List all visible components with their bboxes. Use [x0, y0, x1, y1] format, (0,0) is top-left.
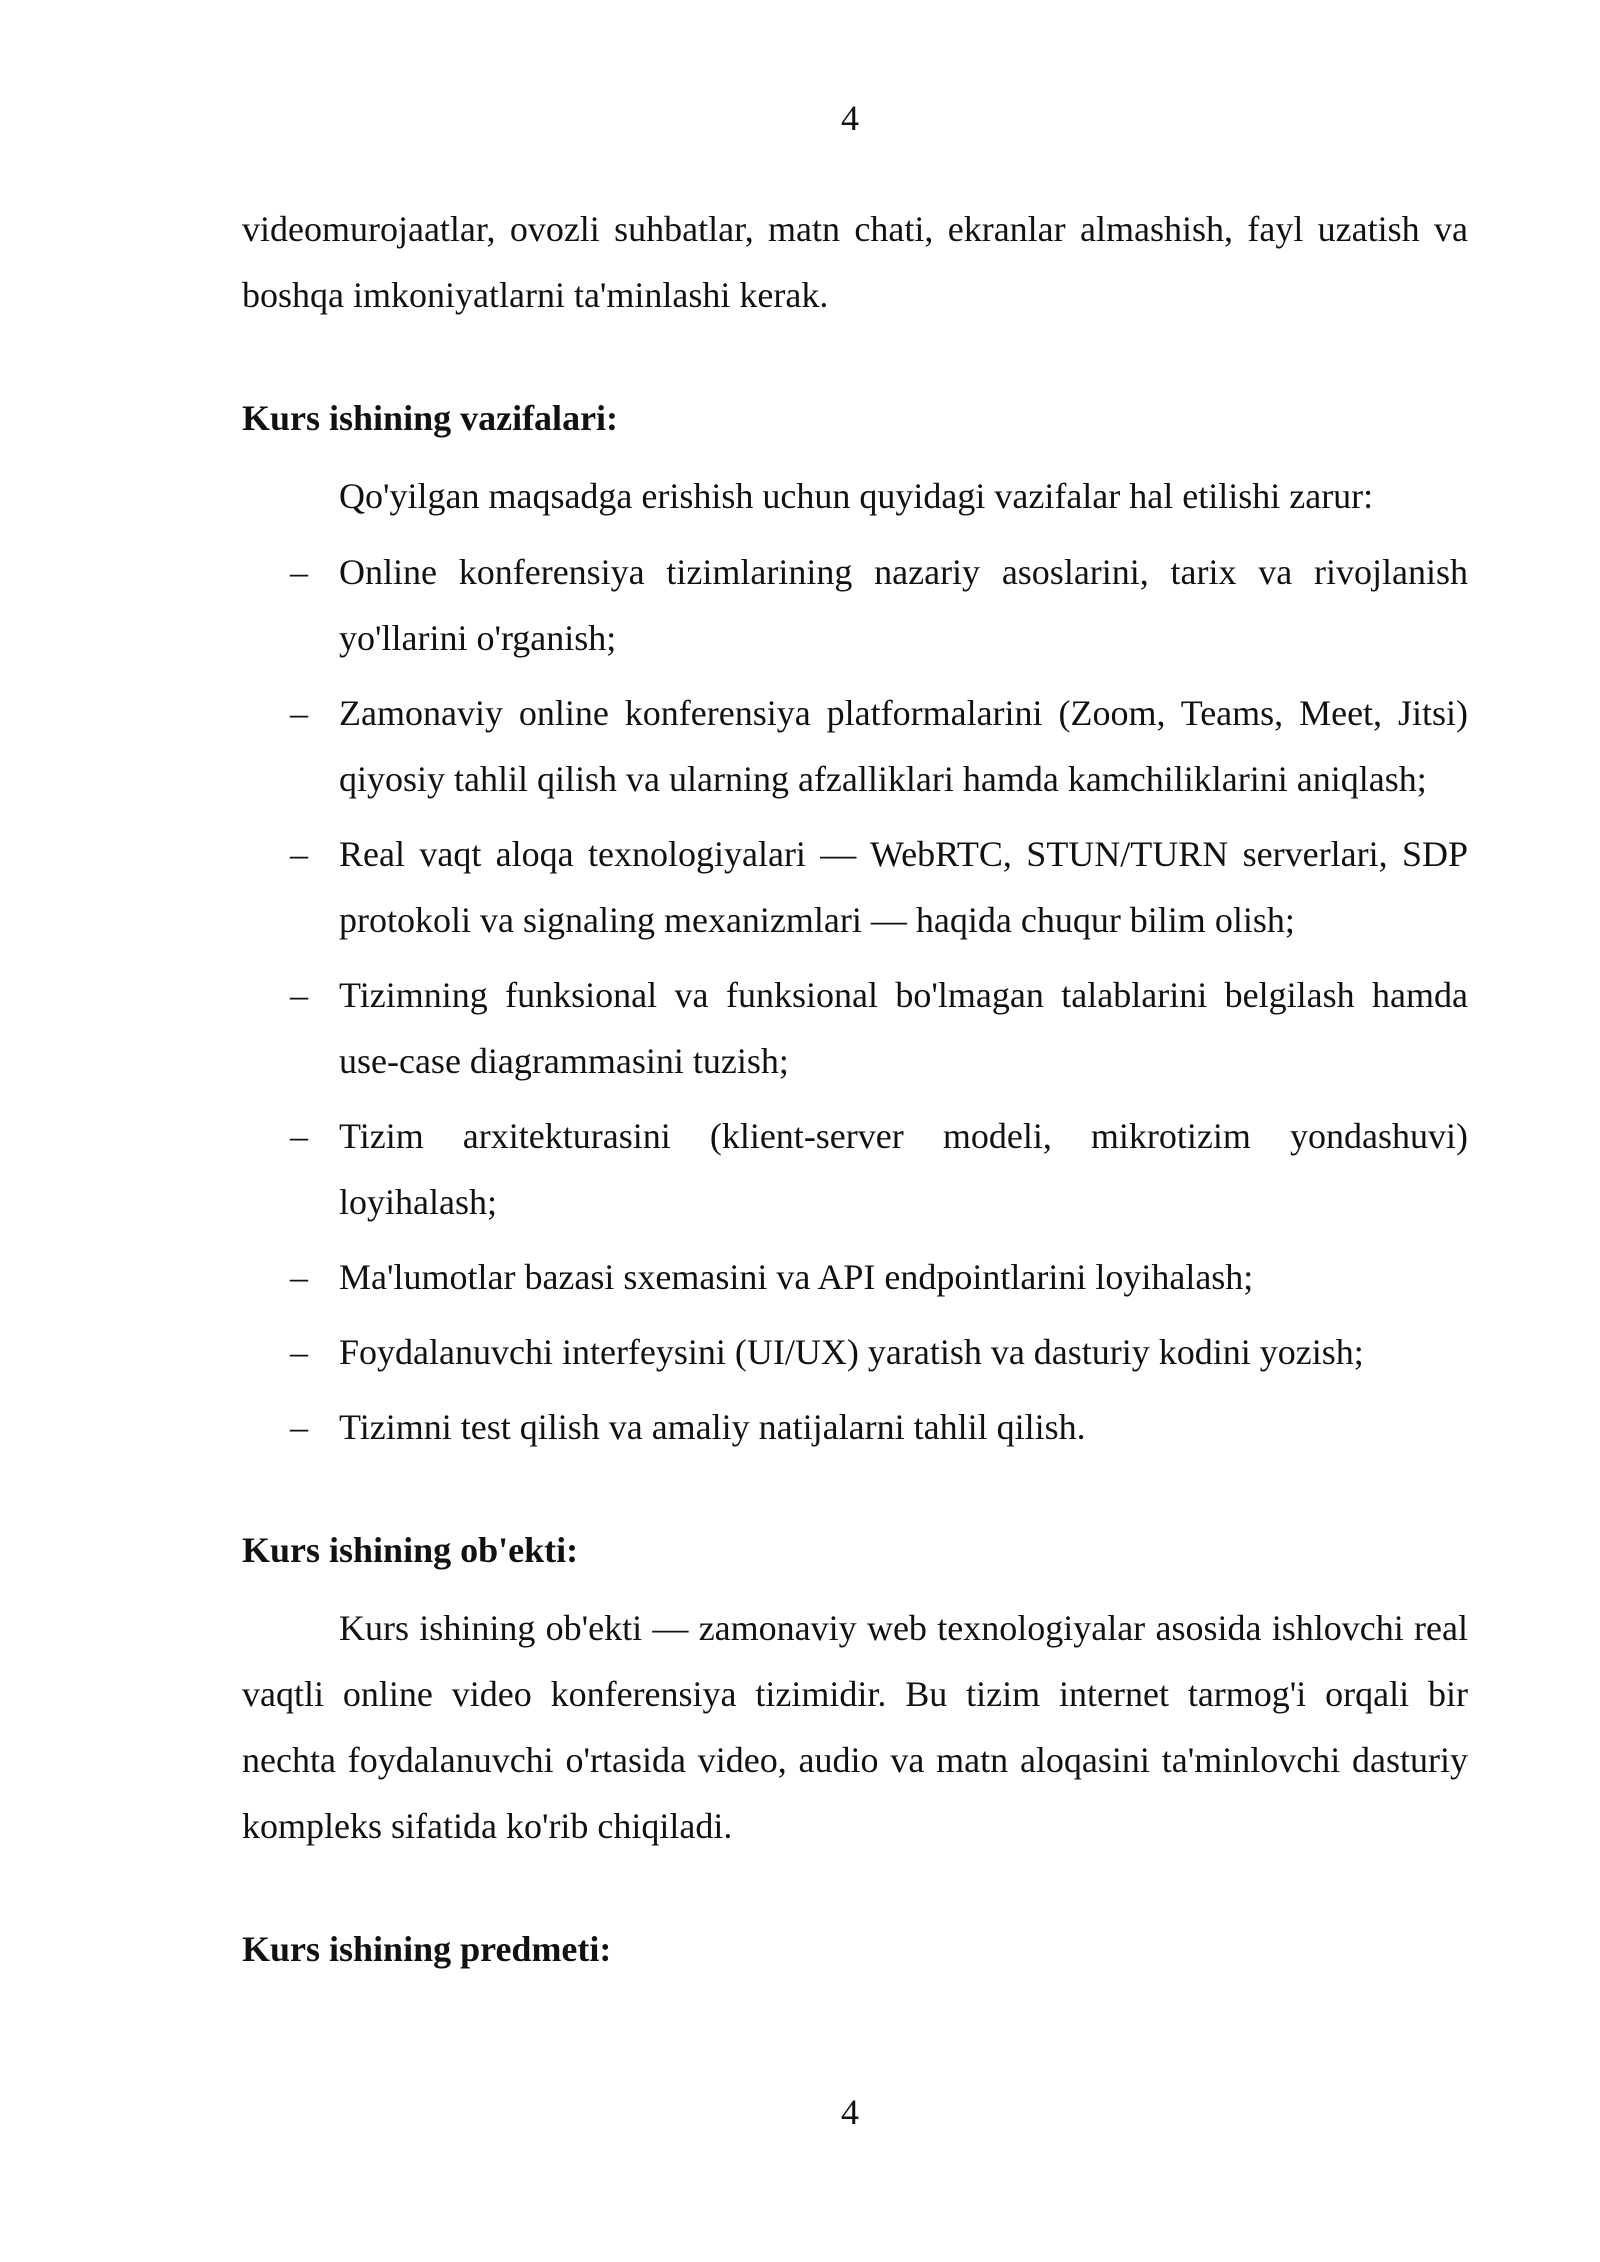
- list-item-text: Online konferensiya tizimlarining nazariy asoslarini, tarix va rivojlanish yo'llarini o'rganish;: [339, 552, 1468, 658]
- list-item-text: Tizim arxitekturasini (klient-server modeli, mikrotizim yondashuvi) loyihalash;: [339, 1116, 1468, 1222]
- list-item-text: Tizimni test qilish va amaliy natijalarni tahlil qilish.: [339, 1407, 1086, 1447]
- page-number-top: 4: [841, 98, 859, 138]
- object-paragraph: Kurs ishining ob'ekti — zamonaviy web texnologiyalar asosida ishlovchi real vaqtli online video konferensiya tizimidir. Bu tizim internet tarmog'i orqali bir nechta foydalanuvchi o'rtasida video, audio va matn aloqasini ta'minlovchi dasturiy kompleks sifatida ko'rib chiqiladi.: [242, 1608, 1468, 1846]
- list-item-text: Zamonaviy online konferensiya platformalarini (Zoom, Teams, Meet, Jitsi) qiyosiy tahlil qilish va ularning afzalliklari hamda kamchiliklarini aniqlash;: [339, 693, 1468, 799]
- list-item-text: Foydalanuvchi interfeysini (UI/UX) yaratish va dasturiy kodini yozish;: [339, 1332, 1364, 1372]
- document-body: [242, 196, 1468, 1982]
- page-number-bottom: 4: [841, 2092, 859, 2132]
- list-bullet-dash: –: [290, 975, 308, 1015]
- list-item: [242, 1103, 1468, 1235]
- tasks-lead-paragraph: Qo'yilgan maqsadga erishish uchun quyidagi vazifalar hal etilishi zarur:: [339, 476, 1374, 516]
- list-bullet-dash: –: [290, 1257, 308, 1297]
- list-bullet-dash: –: [290, 693, 308, 733]
- list-bullet-dash: –: [290, 552, 308, 592]
- list-item: [242, 680, 1468, 812]
- list-bullet-dash: –: [290, 1407, 308, 1447]
- list-item: [242, 1319, 1468, 1385]
- intro-continuation-paragraph: videomurojaatlar, ovozli suhbatlar, matn chati, ekranlar almashish, fayl uzatish va boshqa imkoniyatlarni ta'minlashi kerak.: [242, 209, 1468, 315]
- object-heading: Kurs ishining ob'ekti:: [242, 1530, 579, 1570]
- list-item: [242, 1394, 1468, 1460]
- list-bullet-dash: –: [290, 834, 308, 874]
- list-item-text: Ma'lumotlar bazasi sxemasini va API endpointlarini loyihalash;: [339, 1257, 1254, 1297]
- subject-heading: Kurs ishining predmeti:: [242, 1929, 612, 1969]
- list-bullet-dash: –: [290, 1116, 308, 1156]
- tasks-heading: Kurs ishining vazifalari:: [242, 398, 619, 438]
- list-item-text: Real vaqt aloqa texnologiyalari — WebRTC, STUN/TURN serverlari, SDP protokoli va signaling mexanizmlari — haqida chuqur bilim olish;: [339, 834, 1468, 940]
- list-item-text: Tizimning funksional va funksional bo'lmagan talablarini belgilash hamda use-case diagrammasini tuzish;: [339, 975, 1468, 1081]
- list-item: [242, 539, 1468, 671]
- list-bullet-dash: –: [290, 1332, 308, 1372]
- tasks-list: [242, 539, 1468, 1460]
- list-item: [242, 962, 1468, 1094]
- list-item: [242, 821, 1468, 953]
- list-item: [242, 1244, 1468, 1310]
